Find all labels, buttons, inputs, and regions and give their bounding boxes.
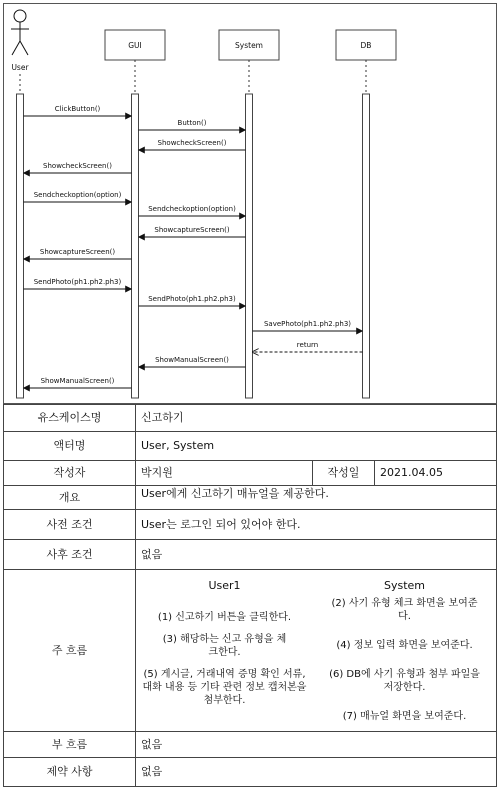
message-label-12: return [296,341,319,349]
activation-gui [132,94,139,398]
actor-row [4,432,497,461]
precondition-key: 사전 조건 [4,510,136,540]
message-label-5: Sendcheckoption(option) [33,191,122,199]
usecase-key: 유스케이스명 [4,405,136,432]
constraint-key: 제약 사항 [4,758,136,787]
overview-row [4,486,497,510]
activation-db [363,94,370,398]
message-label-7: ShowcaptureScreen() [154,226,230,234]
main-flow-user-header: User1 [208,579,241,593]
message-label-8: ShowcaptureScreen() [39,248,116,256]
actor-user-leg-right [20,41,28,55]
constraint-value: 없음 [136,758,497,787]
message-label-11: SavePhoto(ph1.ph2.ph3) [263,320,352,328]
message-label-1: ClickButton() [54,105,101,113]
main-flow-system-header: System [383,579,426,593]
overview-key: 개요 [4,486,136,510]
message-label-6: Sendcheckoption(option) [148,205,236,213]
precondition-value: User는 로그인 되어 있어야 한다. [136,510,497,540]
subflow-row [4,732,497,758]
postcondition-key: 사후 조건 [4,540,136,570]
actor-system-label: System [235,41,263,50]
message-label-3: ShowcheckScreen() [157,139,227,147]
postcondition-value: 없음 [136,540,497,570]
date-value: 2021.04.05 [375,461,497,486]
actor-user-leg-left [12,41,20,55]
message-label-10: SendPhoto(ph1.ph2.ph3) [148,295,236,303]
precondition-row [4,510,497,540]
actor-key: 액터명 [4,432,136,461]
activation-system [246,94,253,398]
system-step-4: (4) 정보 입력 화면을 보여준다. [336,640,473,651]
usecase-value: 신고하기 [136,405,497,432]
actor-value: User, System [136,432,497,461]
actor-user-head-icon [14,10,26,22]
main-flow-key: 주 흐름 [4,570,136,732]
message-label-9: SendPhoto(ph1.ph2.ph3) [33,278,122,286]
author-row [4,461,497,486]
message-label-2: Button() [177,119,207,127]
author-key: 작성자 [4,461,136,486]
date-key: 작성일 [313,461,375,486]
activation-user [17,94,24,398]
main-flow-row [4,570,497,732]
message-label-14: ShowManualScreen() [40,377,115,385]
subflow-value: 없음 [136,732,497,758]
actor-user-label: User [11,63,29,72]
author-value: 박지원 [136,461,313,486]
user-step-3: (3) 해당하는 신고 유형을 체크한다. [162,633,287,658]
usecase-spec-table [3,404,497,787]
constraint-row [4,758,497,787]
system-step-6: (6) DB에 사기 유형과 첨부 파일을 저장한다. [329,669,480,693]
message-label-13: ShowManualScreen() [155,356,229,364]
user-step-5: (5) 게시글, 거래내역 증명 확인 서류, 대화 내용 등 기타 관련 정보 캡처본을 첨부한다. [142,668,307,706]
overview-value: User에게 신고하기 매뉴얼을 제공한다. [136,486,497,510]
usecase-row [4,405,497,432]
system-step-7: (7) 매뉴얼 화면을 보여준다. [342,711,467,722]
message-label-4: ShowcheckScreen() [43,162,112,170]
system-step-2: (2) 사기 유형 체크 화면을 보여준다. [331,598,478,622]
user-step-1: (1) 신고하기 버튼을 클릭한다. [157,611,292,623]
actor-gui-label: GUI [128,41,142,50]
subflow-key: 부 흐름 [4,732,136,758]
main-flow-system-steps [313,594,496,723]
main-flow-user-steps [136,594,313,723]
main-flow-subtable [136,578,496,723]
main-flow-cell [136,570,497,732]
postcondition-row [4,540,497,570]
actor-db-label: DB [360,41,372,50]
